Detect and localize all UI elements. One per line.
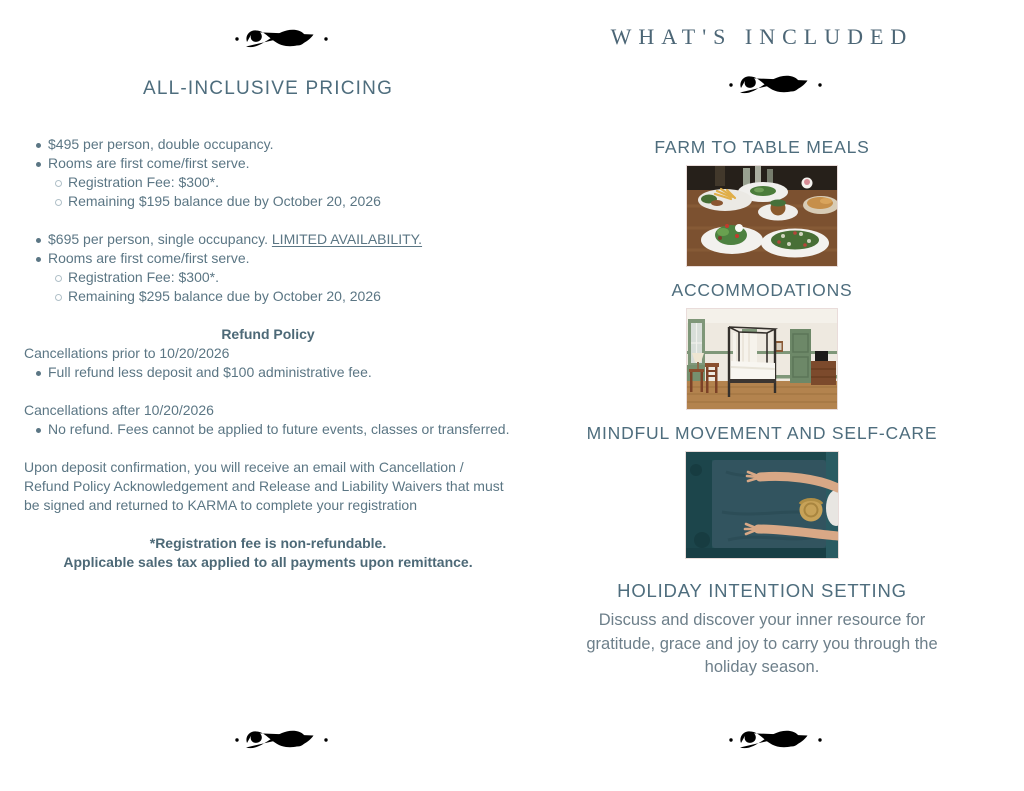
whats-included-title: WHAT'S INCLUDED (610, 24, 914, 49)
flourish-divider-icon (652, 719, 872, 761)
registration-fee: Registration Fee: $300*. (44, 173, 512, 192)
cancellation-prior-label: Cancellations prior to 10/20/2026 (24, 345, 230, 361)
remaining-balance: Remaining $195 balance due by October 20, 2026 (44, 192, 512, 211)
included-panel (532, 18, 992, 680)
pricing-title: ALL-INCLUSIVE PRICING (142, 78, 394, 99)
deposit-confirmation-note: Upon deposit confirmation, you will receive an email with Cancellation / Refund Policy Acknowledgement and Release and Liability Waivers that must be signed and returned to KARMA to complete your registration (24, 459, 504, 513)
refund-policy-title: Refund Policy (221, 326, 315, 342)
flourish-divider-icon (158, 18, 378, 60)
limited-availability-link[interactable]: LIMITED AVAILABILITY. (271, 231, 423, 247)
holiday-intention-body: Discuss and discover your inner resource for gratitude, grace and joy to carry you through the holiday season. (586, 611, 938, 676)
yoga-photo (685, 451, 839, 559)
section-heading-accommodations: ACCOMMODATIONS (671, 280, 853, 300)
double-occupancy-block (24, 135, 512, 211)
rooms-first-come: Rooms are first come/first serve. (24, 249, 512, 268)
cancellation-after-label: Cancellations after 10/20/2026 (24, 402, 214, 418)
remaining-balance: Remaining $295 balance due by October 20, 2026 (44, 287, 512, 306)
section-heading-mindful-movement: MINDFUL MOVEMENT AND SELF-CARE (586, 423, 938, 443)
section-heading-holiday-intention: HOLIDAY INTENTION SETTING (617, 580, 907, 601)
food-photo (686, 165, 838, 267)
sales-tax-footnote: Applicable sales tax applied to all payments upon remittance. (63, 554, 473, 570)
registration-fee-footnote: *Registration fee is non-refundable. (149, 535, 387, 551)
pricing-panel (24, 18, 512, 572)
price-double-occupancy: $495 per person, double occupancy. (24, 135, 512, 154)
cancellation-prior-terms: Full refund less deposit and $100 administrative fee. (24, 363, 512, 382)
price-single-occupancy (24, 230, 512, 249)
bedroom-photo (686, 308, 838, 410)
price-single-text: $695 per person, single occupancy. (48, 231, 272, 247)
flourish-divider-icon (158, 719, 378, 761)
rooms-first-come: Rooms are first come/first serve. (24, 154, 512, 173)
cancellation-after-terms: No refund. Fees cannot be applied to future events, classes or transferred. (24, 420, 512, 439)
flourish-divider-icon (652, 64, 872, 106)
single-occupancy-block (24, 230, 512, 306)
section-heading-farm-to-table: FARM TO TABLE MEALS (654, 137, 870, 157)
pricing-body (24, 135, 512, 572)
registration-fee: Registration Fee: $300*. (44, 268, 512, 287)
